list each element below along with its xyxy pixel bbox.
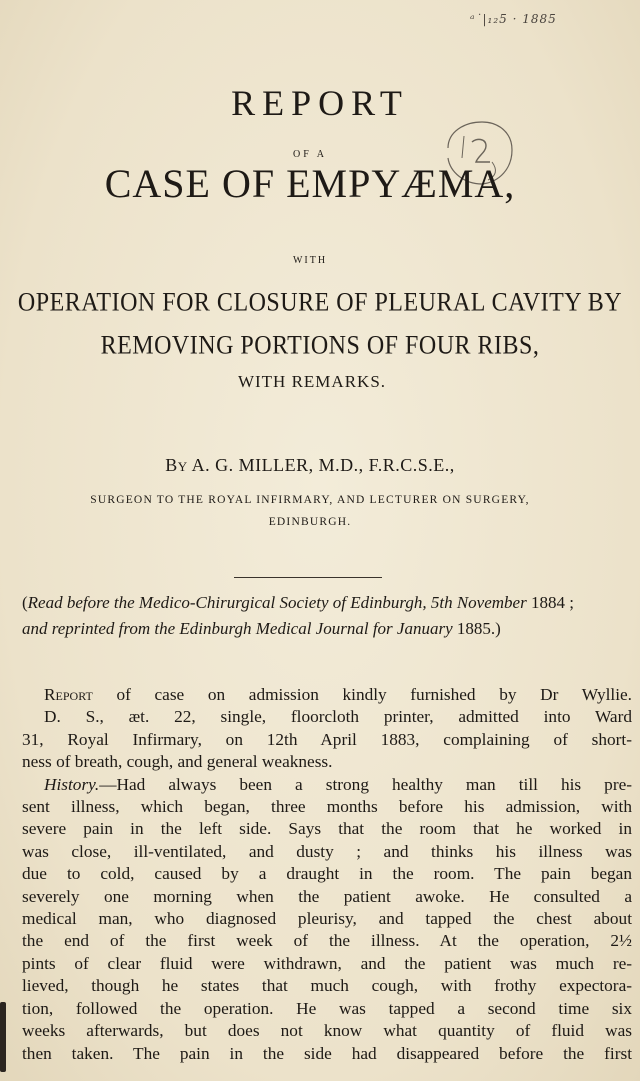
body-line: ness of breath, cough, and general weakness. [22, 752, 333, 772]
history-label: History. [44, 774, 100, 794]
body-line: D. S., æt. 22, single, floorcloth printer, admitted into Ward [44, 707, 632, 727]
body-line: then taken. The pain in the side had disappeared before the first [22, 1043, 632, 1063]
body-line: due to cold, caused by a draught in the room. The pain began [22, 864, 632, 884]
body-line: sent illness, which began, three months before his admission, with [22, 797, 632, 817]
author-affiliation-line-1: SURGEON TO THE ROYAL INFIRMARY, AND LECTURER ON SURGERY, [90, 494, 530, 506]
body-line: the end of the first week of the illness. At the operation, 2½ [22, 931, 632, 951]
body-line: medical man, who diagnosed pleurisy, and tapped the chest about [22, 909, 632, 929]
case-title: CASE OF EMPYÆMA, [104, 161, 516, 206]
report-heading: REPORT [231, 83, 409, 123]
with-text: WITH [292, 255, 328, 266]
body-line: lieved, though he states that much cough, with frothy expectora- [22, 976, 632, 996]
body-line: weeks afterwards, but does not know what quantity of fluid was [22, 1021, 632, 1041]
publication-note [22, 590, 640, 642]
author-name: A. G. MILLER, M.D., F.R.C.S.E., [191, 455, 455, 475]
body-line: History.—Had always been a strong healthy man till his pre- [44, 774, 632, 794]
report-lead-word: Report [44, 685, 93, 704]
body-line: pints of clear fluid were withdrawn, and the patient was much re- [22, 953, 632, 973]
publication-note-line-1: (Read before the Medico-Chirurgical Society of Edinburgh, 5th November 1884 ; [22, 593, 574, 612]
operation-title-line-2: REMOVING PORTIONS OF FOUR RIBS, [100, 331, 540, 361]
handwritten-catalog-note: ᵃ˙|₁₂5 · 1885 [470, 12, 557, 26]
publication-note-line-2: and reprinted from the Edinburgh Medical Journal for January 1885.) [22, 619, 501, 638]
body-line: 31, Royal Infirmary, on 12th April 1883, complaining of short- [22, 729, 632, 749]
operation-title-line-1: OPERATION FOR CLOSURE OF PLEURAL CAVITY BY [17, 288, 623, 318]
body-line: severely one morning when the patient awoke. He consulted a [22, 886, 632, 906]
of-a-text: OF A [293, 149, 327, 160]
divider-rule [234, 577, 382, 578]
author-affiliation-line-2: EDINBURGH. [268, 516, 352, 528]
with-remarks-text: WITH REMARKS. [237, 372, 387, 391]
author-line [0, 455, 630, 476]
binding-edge-mark [0, 1002, 6, 1072]
body-line: Report of case on admission kindly furnished by Dr Wyllie. [44, 685, 632, 704]
case-report-body [22, 684, 632, 1065]
body-line: was close, ill-ventilated, and dusty ; and thinks his illness was [22, 841, 632, 861]
by-word: By [165, 455, 188, 475]
body-line: severe pain in the left side. Says that the room that he worked in [22, 819, 632, 839]
body-line: tion, followed the operation. He was tapped a second time six [22, 998, 632, 1018]
